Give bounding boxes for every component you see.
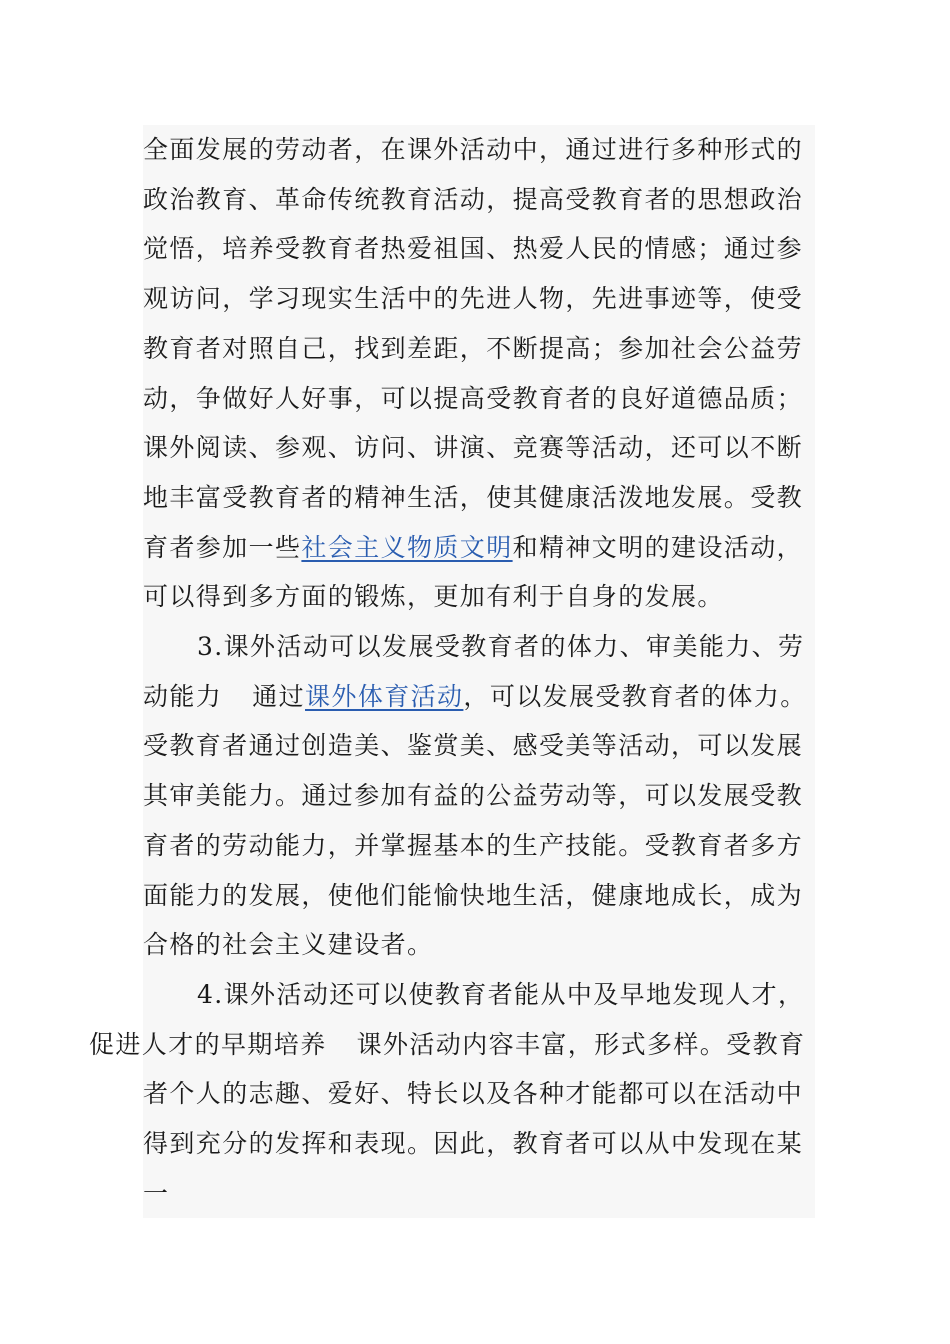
paragraph-2-heading: 3.课外活动可以发展受教育者的体力、审美能力、劳动能力 — [143, 632, 805, 711]
link-extracurricular-sports[interactable]: 课外体育活动 — [305, 681, 464, 711]
paragraph-1 — [143, 125, 815, 622]
paragraph-2 — [143, 622, 815, 970]
paragraph-1-text-b: 和精神文明的建设活动，可以得到多方面的锻炼，更加有利于自身的发展。 — [143, 532, 804, 612]
paragraph-1-text-a: 全面发展的劳动者，在课外活动中，通过进行多种形式的政治教育、革命传统教育活动，提高受教育者的思想政治觉悟，培养受教育者热爱祖国、热爱人民的情感；通过参观访问，学习现实生活中的先进人物，先进事迹等，使受教育者对照自己，找到差距，不断提高；参加社会公益劳动，争做好人好事，可以提高受教育者的良好道德品质；课外阅读、参观、访问、讲演、竞赛等活动，还可以不断地丰富受教育者的精神生活，使其健康活泼地发展。受教育者参加一些 — [143, 135, 804, 562]
paragraph-2-text-a: 通过 — [252, 681, 306, 711]
link-socialist-material-civilization[interactable]: 社会主义物质文明 — [301, 532, 513, 562]
paragraph-2-text-b: ，可以发展受教育者的体力。受教育者通过创造美、鉴赏美、感受美等活动，可以发展其审美能力。通过参加有益的公益劳动等，可以发展受教育者的劳动能力，并掌握基本的生产技能。受教育者多方面能力的发展，使他们能愉快地生活，健康地成长，成为合格的社会主义建设者。 — [143, 681, 807, 960]
body-text — [89, 125, 815, 1218]
paragraph-3-heading-line-1: 4.课外活动还可以使教育者能从中及早地发现人才， — [197, 979, 805, 1009]
paragraph-3 — [89, 970, 815, 1219]
paragraph-3-text: 课外活动内容丰富，形式多样。受教育者个人的志趣、爱好、特长以及各种才能都可以在活动中得到充分的发挥和表现。因此，教育者可以从中发现在某一 — [143, 1029, 806, 1208]
paragraph-3-heading-line-2: 促进人才的早期培养 — [89, 1029, 327, 1059]
